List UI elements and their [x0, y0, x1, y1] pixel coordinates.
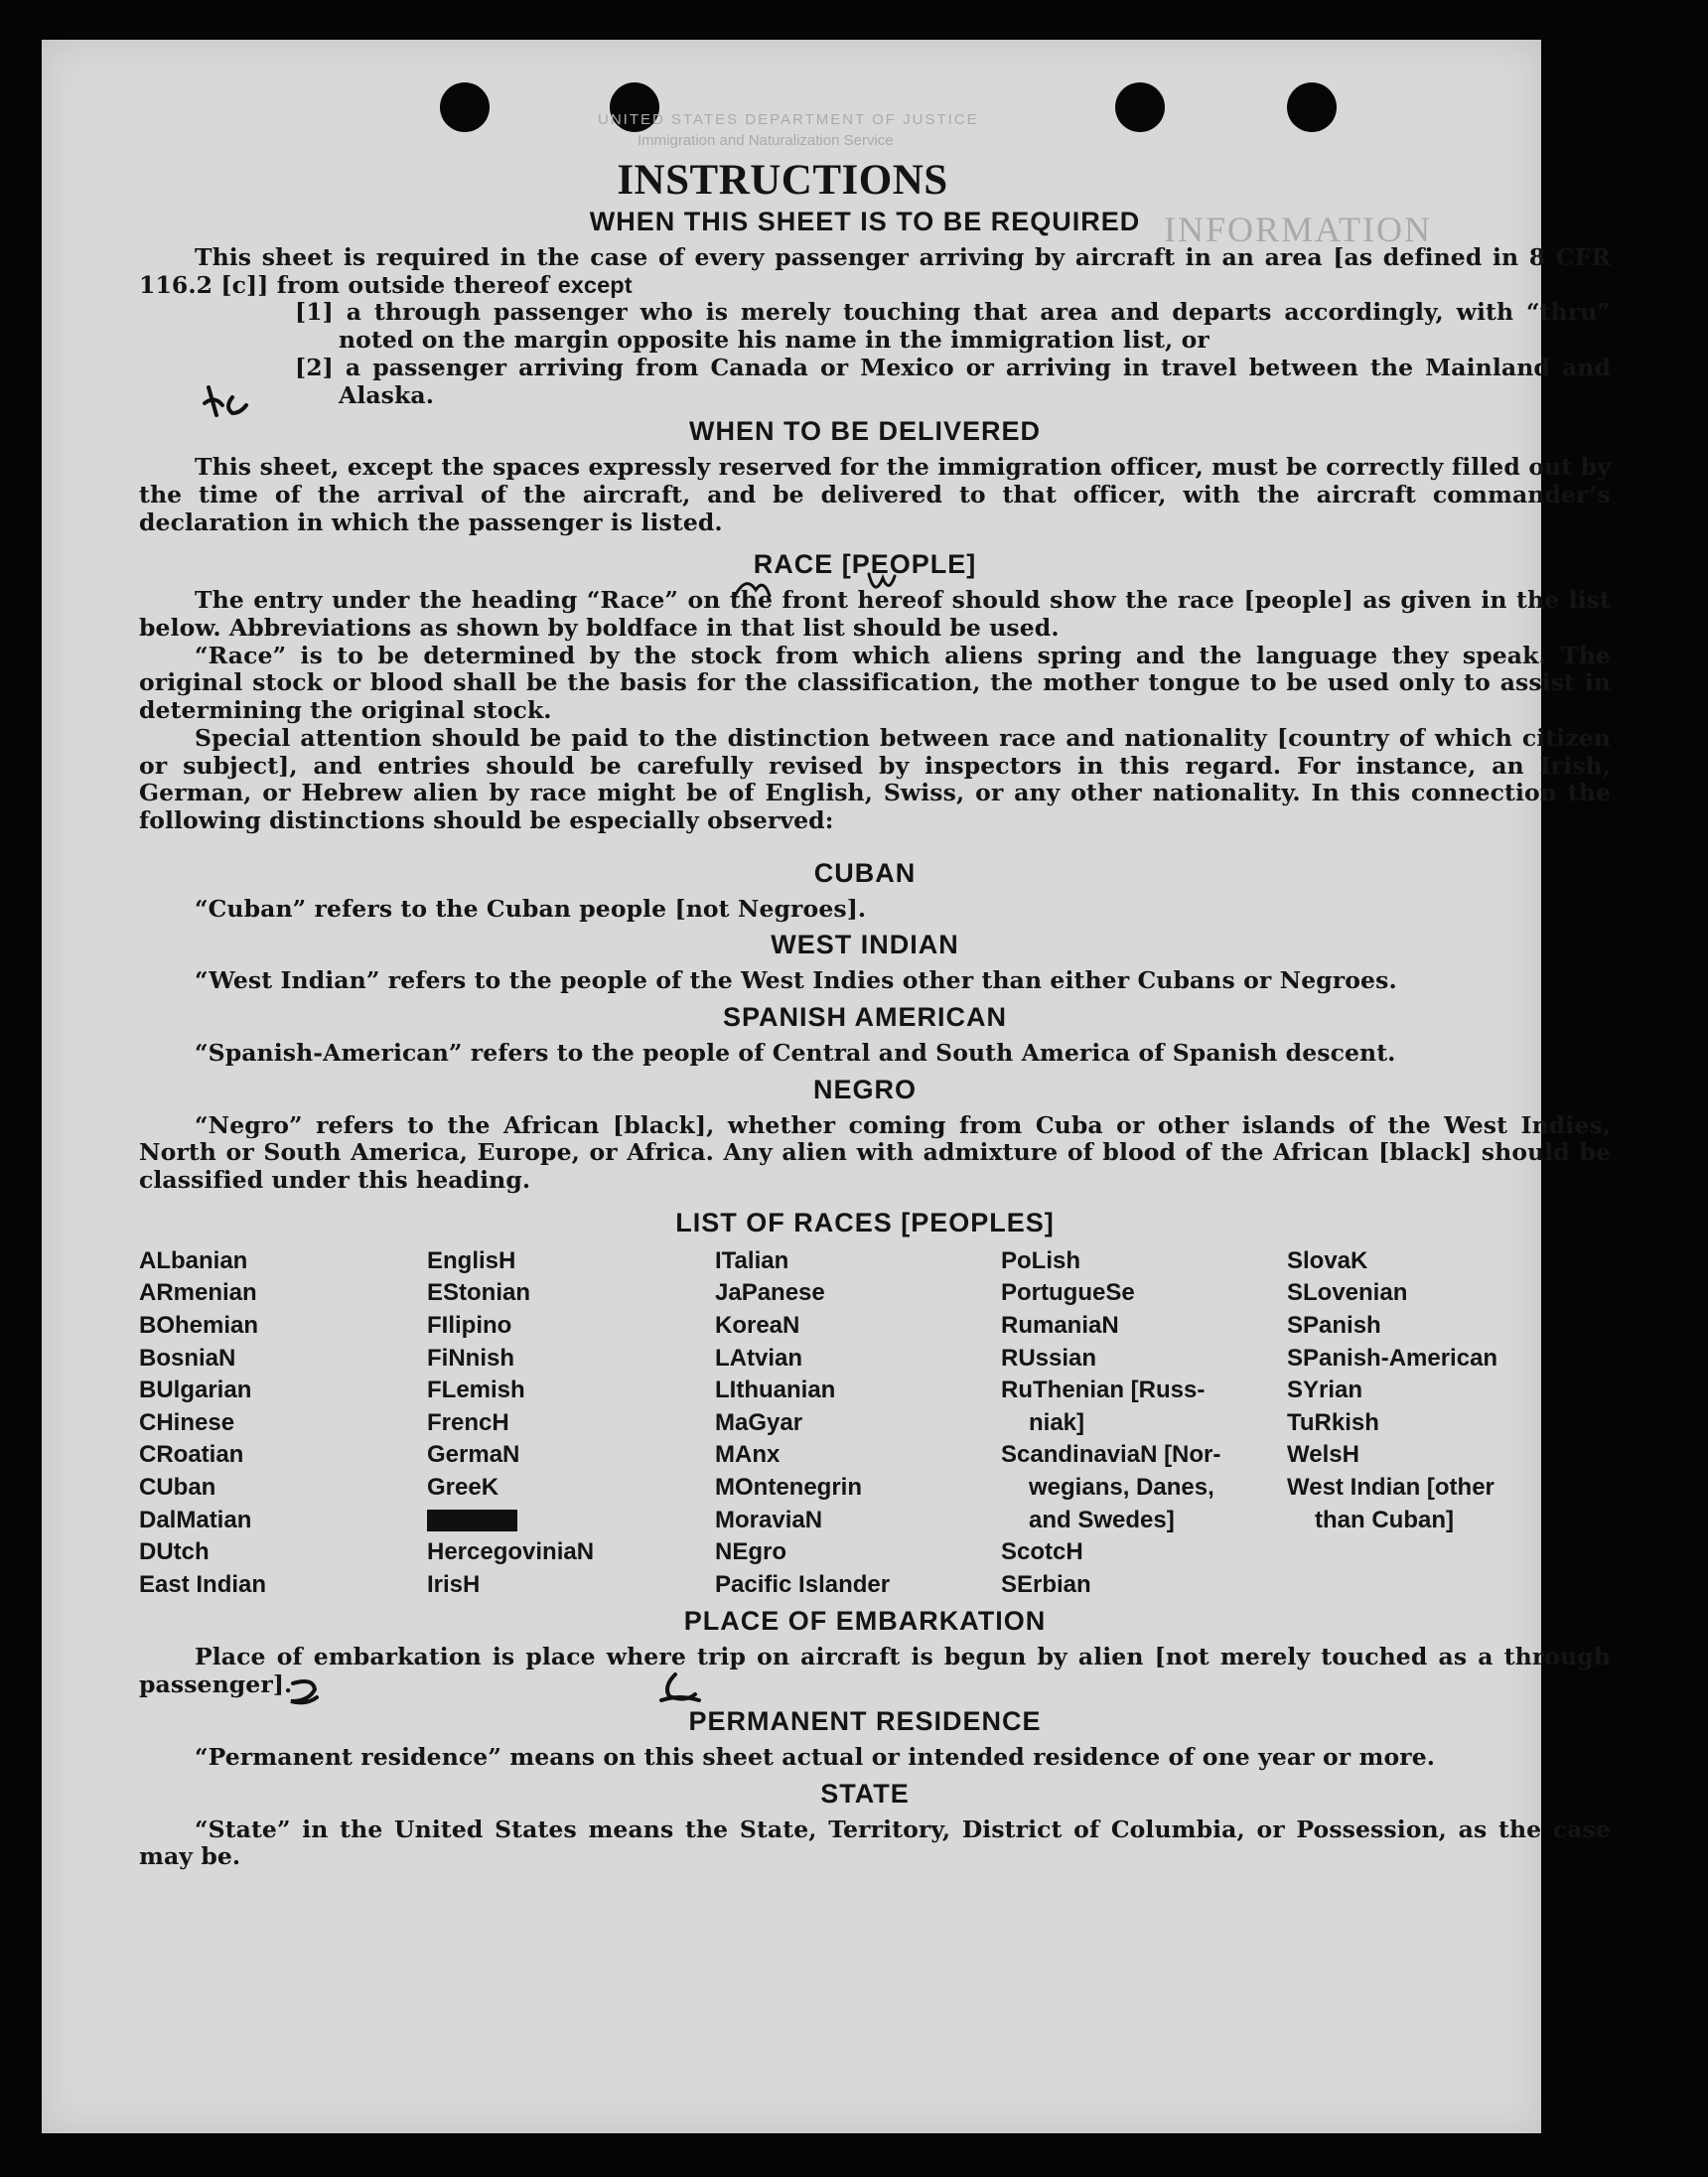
- race-entry-continued: niak]: [1029, 1408, 1085, 1436]
- race-entry-continued: wegians, Danes,: [1029, 1474, 1214, 1502]
- embarkation-text: Place of embarkation is place where trip on aircraft is begun by alien [not merely touched as a through passenger].: [139, 1643, 1611, 1699]
- punch-hole: [1287, 82, 1337, 132]
- bleed-through-dept: UNITED STATES DEPARTMENT OF JUSTICE: [598, 111, 979, 128]
- race-entry: SlovaK: [1287, 1246, 1368, 1274]
- section-heading-cuban: CUBAN: [813, 857, 917, 888]
- race-entry-continued: than Cuban]: [1315, 1506, 1454, 1533]
- race-entry: CRoatian: [139, 1441, 244, 1469]
- races-column-2: [427, 1245, 715, 1602]
- race-paragraph-2: “Race” is to be determined by the stock from which aliens spring and the language they speak. The original stock or blood shall be the basis for the classification, the mother tongue to be used only to assist in determining the original stock.: [139, 641, 1611, 725]
- race-paragraph-3: Special attention should be paid to the distinction between race and nationality [country of which citizen or subject], and entries should be carefully revised by inspectors in this regard. For instance, an Irish, German, or Hebrew alien by race might be of English, Swiss, or any other nationality. In this connection the following distinctions should be especially observed:: [139, 723, 1611, 834]
- handwritten-mark: [655, 1670, 703, 1706]
- handwritten-mark: [287, 1675, 323, 1707]
- race-entry: GreeK: [427, 1474, 499, 1502]
- spanish-american-text: “Spanish-American” refers to the people of Central and South America of Spanish descent.: [195, 1039, 1396, 1068]
- handwritten-mark: [203, 377, 252, 421]
- section-heading-west-indian: WEST INDIAN: [771, 930, 959, 960]
- race-entry: MOntenegrin: [715, 1474, 862, 1502]
- race-entry: MoraviaN: [715, 1506, 823, 1533]
- race-entry: ScandinaviaN [Nor-: [1001, 1441, 1221, 1469]
- race-entry: CUban: [139, 1474, 216, 1502]
- race-entry: MAnx: [715, 1441, 781, 1469]
- race-entry: ITalian: [715, 1246, 789, 1274]
- instructions-body: [139, 156, 1611, 1871]
- section-heading-delivered: WHEN TO BE DELIVERED: [688, 416, 1042, 447]
- race-entry: BOhemian: [139, 1312, 259, 1340]
- section-heading-required: WHEN THIS SHEET IS TO BE REQUIRED: [589, 207, 1141, 236]
- race-entry: ScotcH: [1001, 1538, 1083, 1566]
- race-entry: DalMatian: [139, 1506, 252, 1533]
- delivered-text: This sheet, except the spaces expressly reserved for the immigration officer, must be correctly filled out by the time of the arrival of the aircraft, and be delivered to that officer, with the aircraft commander’s declaration in which the passenger is listed.: [139, 453, 1611, 536]
- race-entry-continued: and Swedes]: [1029, 1506, 1175, 1533]
- race-entry: TuRkish: [1287, 1408, 1379, 1436]
- race-entry: BosniaN: [139, 1344, 236, 1372]
- race-entry: KoreaN: [715, 1312, 800, 1340]
- race-entry: IrisH: [427, 1570, 481, 1598]
- races-column-5: [1287, 1245, 1575, 1602]
- section-heading-residence: PERMANENT RESIDENCE: [688, 1705, 1042, 1736]
- race-entry: SLovenian: [1287, 1279, 1408, 1307]
- bleed-through-service: Immigration and Naturalization Service: [638, 132, 894, 149]
- race-entry: FiNnish: [427, 1344, 514, 1372]
- state-text: “State” in the United States means the State, Territory, District of Columbia, or Possession, as the case may be.: [139, 1814, 1611, 1871]
- race-entry: EStonian: [427, 1279, 531, 1307]
- punch-hole: [1115, 82, 1165, 132]
- race-entry: LIthuanian: [715, 1377, 836, 1404]
- race-paragraph-1: The entry under the heading “Race” on the front hereof should show the race [people] as given in the list below. Abbreviations as shown by boldface in that list should be used.: [139, 586, 1611, 643]
- page-title: INSTRUCTIONS: [617, 157, 948, 204]
- race-entry: NEgro: [715, 1538, 786, 1566]
- race-entry: SYrian: [1287, 1377, 1363, 1404]
- race-entry: EnglisH: [427, 1246, 516, 1274]
- races-column-4: [1001, 1245, 1287, 1602]
- section-heading-embarkation: PLACE OF EMBARKATION: [683, 1606, 1047, 1637]
- handwritten-mark: [720, 568, 915, 604]
- race-entry: RumaniaN: [1001, 1312, 1119, 1340]
- races-column-1: [139, 1245, 427, 1602]
- race-entry: ARmenian: [139, 1279, 257, 1307]
- race-entry: CHinese: [139, 1408, 235, 1436]
- race-entry: JaPanese: [715, 1279, 825, 1307]
- races-list: [139, 1245, 1611, 1602]
- race-entry: RUssian: [1001, 1344, 1097, 1372]
- required-item-1: [1] a through passenger who is merely touching that area and departs accordingly, with “thru” noted on the margin opposite his name in the immigration list, or: [295, 298, 1611, 355]
- section-heading-race: RACE [PEOPLE]: [753, 549, 977, 580]
- race-entry: SErbian: [1001, 1570, 1091, 1598]
- race-entry: Pacific Islander: [715, 1570, 891, 1598]
- race-entry: PoLish: [1001, 1246, 1081, 1274]
- race-entry: DUtch: [139, 1538, 210, 1566]
- cuban-text: “Cuban” refers to the Cuban people [not Negroes].: [195, 894, 867, 923]
- race-entry: FIlipino: [427, 1312, 512, 1340]
- race-entry: LAtvian: [715, 1344, 803, 1372]
- races-column-3: [715, 1245, 1001, 1602]
- race-entry: BUlgarian: [139, 1377, 252, 1404]
- negro-text: “Negro” refers to the African [black], whether coming from Cuba or other islands of the West Indies, North or South America, Europe, or Africa. Any alien with admixture of blood of the African [black] should be classified under this heading.: [139, 1110, 1611, 1195]
- race-entry: RuThenian [Russ-: [1001, 1377, 1206, 1404]
- section-heading-negro: NEGRO: [812, 1074, 917, 1104]
- required-intro: This sheet is required in the case of every passenger arriving by aircraft in an area [as defined in 8 CFR 116.2 [c]] from outside thereof except: [139, 243, 1611, 299]
- required-item-2: [2] a passenger arriving from Canada or Mexico or arriving in travel between the Mainland and Alaska.: [295, 353, 1611, 409]
- west-indian-text: “West Indian” refers to the people of the West Indies other than either Cubans or Negroes.: [195, 966, 1397, 995]
- race-entry: HercegoviniaN: [427, 1538, 595, 1566]
- race-entry: MaGyar: [715, 1408, 803, 1436]
- residence-text: “Permanent residence” means on this sheet actual or intended residence of one year or more.: [195, 1742, 1436, 1771]
- punch-hole: [440, 82, 490, 132]
- section-heading-races-list: LIST OF RACES [PEOPLES]: [675, 1207, 1055, 1237]
- race-entry: SPanish-American: [1287, 1344, 1498, 1372]
- race-entry: East Indian: [139, 1570, 267, 1598]
- document-sheet: [42, 40, 1611, 2133]
- bleed-through-heading: INFORMATION: [1164, 210, 1433, 249]
- race-entry: West Indian [other: [1287, 1474, 1494, 1502]
- race-entry: FLemish: [427, 1377, 525, 1404]
- race-entry: SPanish: [1287, 1312, 1381, 1340]
- race-entry: PortugueSe: [1001, 1279, 1135, 1307]
- race-entry: WelsH: [1287, 1441, 1359, 1469]
- race-entry: FrencH: [427, 1408, 509, 1436]
- race-entry: ALbanian: [139, 1246, 248, 1274]
- race-entry: GermaN: [427, 1441, 520, 1469]
- race-entry-redacted: HebreW: [427, 1506, 517, 1533]
- section-heading-state: STATE: [820, 1778, 910, 1809]
- section-heading-spanish-american: SPANISH AMERICAN: [722, 1002, 1007, 1033]
